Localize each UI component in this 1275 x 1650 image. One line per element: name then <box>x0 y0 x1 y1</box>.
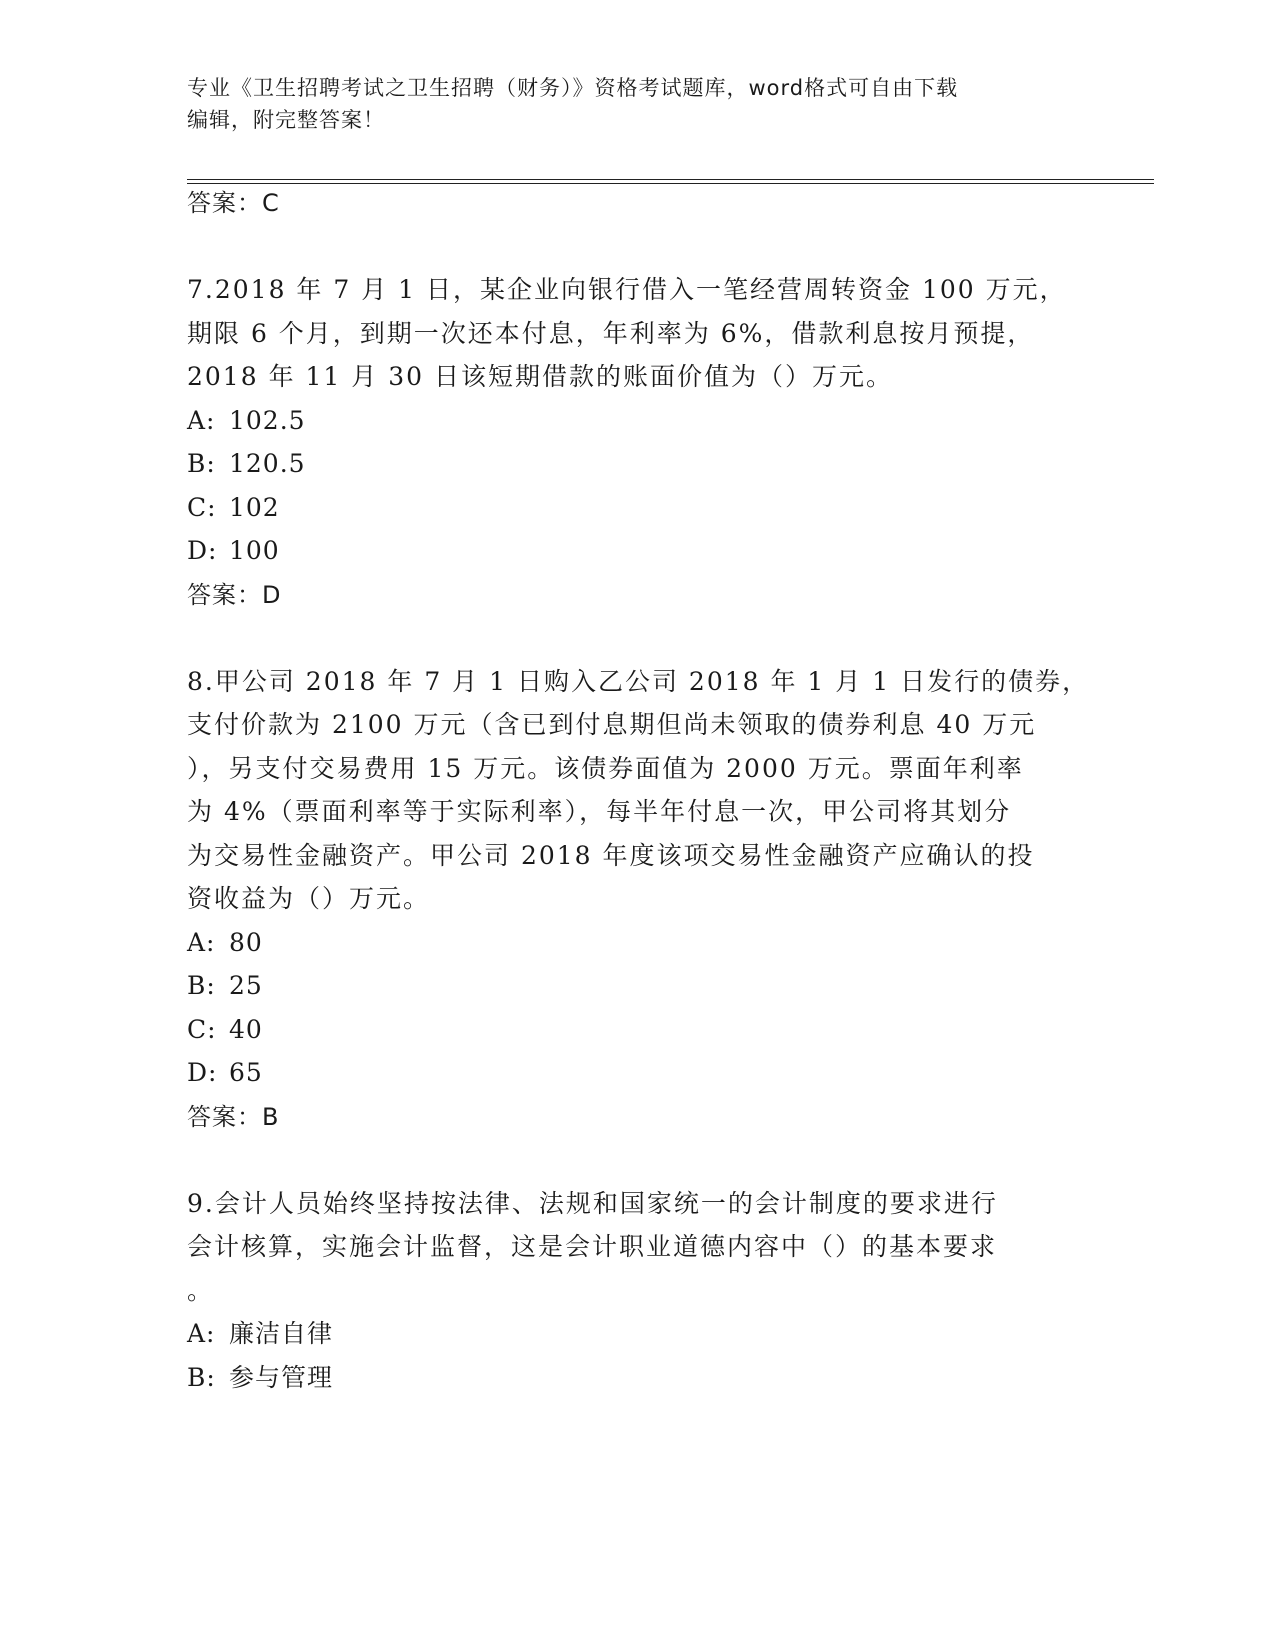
question-7-line-3: 2018 年 11 月 30 日该短期借款的账面价值为（）万元。 <box>187 362 893 391</box>
question-7-answer: 答案：D <box>187 581 282 609</box>
question-8-line-4: 为 4%（票面利率等于实际利率），每半年付息一次，甲公司将其划分 <box>187 797 1012 826</box>
question-8-option-d <box>187 1057 263 1089</box>
header-line-1: 专业《卫生招聘考试之卫生招聘（财务）》资格考试题库，word格式可自由下载 <box>187 76 959 100</box>
option-text: 120.5 <box>229 449 306 478</box>
option-text: 廉洁自律 <box>229 1319 334 1348</box>
option-text: 25 <box>229 971 263 1000</box>
document-header <box>187 72 1087 136</box>
question-9-option-a <box>187 1318 333 1350</box>
question-7-line-2: 期限 6 个月，到期一次还本付息，年利率为 6%，借款利息按月预提， <box>187 319 1035 348</box>
previous-answer: 答案：C <box>187 189 280 217</box>
question-8-option-a <box>187 927 263 959</box>
option-text: 100 <box>229 536 280 565</box>
option-text: 参与管理 <box>229 1363 334 1392</box>
option-label: B: <box>187 449 216 478</box>
option-label: A: <box>187 406 216 435</box>
question-9-line-1: 9.会计人员始终坚持按法律、法规和国家统一的会计制度的要求进行 <box>187 1189 998 1218</box>
option-label: D: <box>187 1058 218 1087</box>
question-8-option-c <box>187 1014 263 1046</box>
option-label: B: <box>187 971 216 1000</box>
question-8-option-b <box>187 970 263 1002</box>
question-8-answer: 答案：B <box>187 1103 280 1131</box>
option-text: 65 <box>229 1058 263 1087</box>
question-8-line-1: 8.甲公司 2018 年 7 月 1 日购入乙公司 2018 年 1 月 1 日发行的债券， <box>187 667 1090 696</box>
question-9-line-3: 。 <box>187 1276 215 1305</box>
question-7-option-d <box>187 535 280 567</box>
question-7-option-a <box>187 405 306 437</box>
question-8-line-2: 支付价款为 2100 万元（含已到付息期但尚未领取的债券利息 40 万元 <box>187 710 1037 739</box>
question-9-option-b <box>187 1362 333 1394</box>
option-text: 102.5 <box>229 406 306 435</box>
option-label: D: <box>187 536 218 565</box>
question-8-line-3: ），另支付交易费用 15 万元。该债券面值为 2000 万元。票面年利率 <box>187 754 1024 783</box>
header-divider-bottom <box>187 183 1154 184</box>
question-8-line-6: 资收益为（）万元。 <box>187 884 431 913</box>
header-divider-top <box>187 179 1154 180</box>
question-7-option-c <box>187 492 280 524</box>
question-7-option-b <box>187 448 306 480</box>
question-8-line-5: 为交易性金融资产。甲公司 2018 年度该项交易性金融资产应确认的投 <box>187 841 1035 870</box>
option-label: A: <box>187 1319 216 1348</box>
option-label: C: <box>187 1015 217 1044</box>
question-9-line-2: 会计核算，实施会计监督，这是会计职业道德内容中（）的基本要求 <box>187 1232 998 1261</box>
option-label: C: <box>187 493 217 522</box>
option-text: 40 <box>229 1015 263 1044</box>
question-7-line-1: 7.2018 年 7 月 1 日，某企业向银行借入一笔经营周转资金 100 万元， <box>187 275 1067 304</box>
option-label: A: <box>187 928 216 957</box>
option-text: 102 <box>229 493 280 522</box>
option-label: B: <box>187 1363 216 1392</box>
option-text: 80 <box>229 928 263 957</box>
header-line-2: 编辑，附完整答案！ <box>187 108 385 132</box>
